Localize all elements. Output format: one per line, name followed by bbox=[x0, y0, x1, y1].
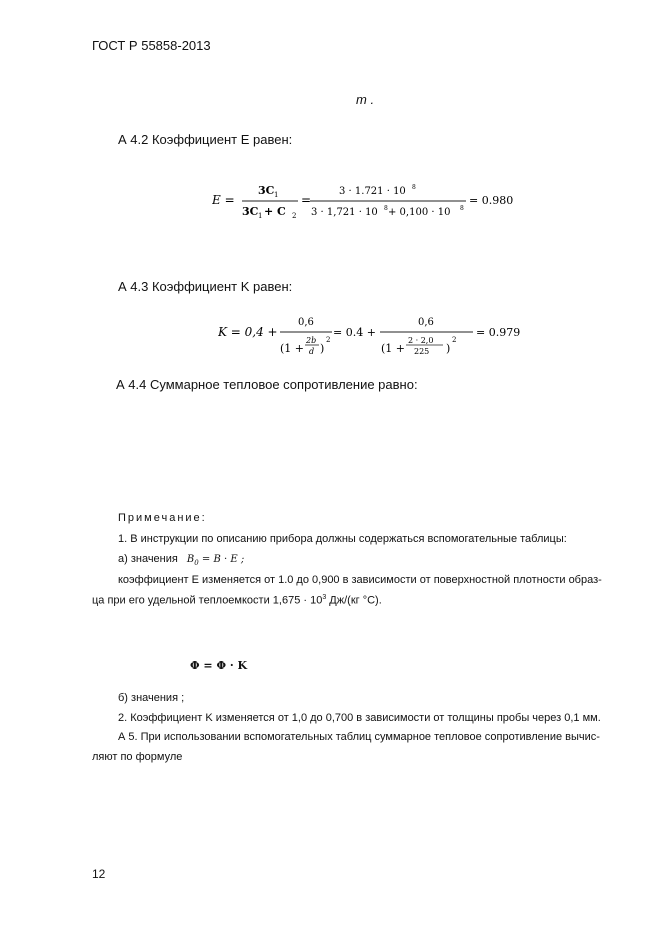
section-a43-heading: А 4.3 Коэффициент K равен: bbox=[118, 279, 293, 294]
section-a44-heading: А 4.4 Суммарное тепловое сопротивление равно: bbox=[116, 377, 418, 392]
formula-k-frac-num: 2b bbox=[306, 336, 317, 345]
note-line-4-b: · 10 bbox=[303, 594, 323, 607]
note-line-7: А 5. При использовании вспомогательных таблиц суммарное тепловое сопротивление вычис- bbox=[118, 731, 600, 743]
b-subscript: 0 bbox=[194, 559, 199, 567]
note-line-4-c: Дж/(кг °С). bbox=[326, 594, 382, 607]
formula-e-num2: 3 · 1.721 · 10 bbox=[339, 186, 406, 197]
section-a42-heading: А 4.2 Коэффициент E равен: bbox=[118, 132, 293, 147]
formula-k-frac2-den: 225 bbox=[414, 347, 430, 356]
formula-k bbox=[218, 312, 538, 362]
formula-e-eq: = bbox=[301, 193, 312, 207]
note-line-6: 2. Коэффициент K изменяется от 1,0 до 0,700 в зависимости от толщины пробы через 0,1 мм. bbox=[118, 712, 601, 724]
formula-e-den1b-sub: 2 bbox=[292, 212, 297, 220]
formula-k-frac-den: d bbox=[309, 347, 315, 356]
formula-e-den2: 3 · 1,721 · 10 bbox=[311, 207, 378, 218]
formula-k-den2a: (1 + bbox=[381, 342, 406, 355]
formula-e-lhs: E = bbox=[212, 193, 235, 207]
formula-k-eq2: = 0.4 + bbox=[333, 326, 376, 339]
formula-e-result: = 0.980 bbox=[469, 194, 514, 207]
formula-e-den1b: + C bbox=[264, 205, 286, 218]
unit-line: m . bbox=[356, 92, 375, 107]
b-symbol: B bbox=[186, 554, 195, 565]
formula-k-frac2-num: 2 · 2,0 bbox=[408, 336, 434, 345]
note-line-8: ляют по формуле bbox=[92, 751, 183, 763]
formula-k-lhs: K = 0,4 + bbox=[218, 325, 278, 339]
formula-e bbox=[212, 180, 532, 220]
formula-k-den1a: (1 + bbox=[280, 342, 305, 355]
note-line-3: коэффициент E изменяется от 1.0 до 0,900 в зависимости от поверхностной плотности образ- bbox=[118, 574, 602, 586]
formula-e-num2-exp: 8 bbox=[412, 184, 416, 191]
formula-k-den1b: ) bbox=[320, 342, 325, 355]
formula-e-den2-exp1: 8 bbox=[384, 205, 388, 212]
formula-e-sub1: 1 bbox=[274, 191, 279, 199]
formula-e-den1: 3C bbox=[242, 205, 259, 218]
formula-e-den1-sub: 1 bbox=[258, 212, 263, 220]
formula-e-num1: 3C bbox=[258, 184, 275, 197]
document-code-header: ГОСТ Р 55858-2013 bbox=[92, 38, 211, 53]
formula-k-num2: 0,6 bbox=[418, 317, 434, 328]
note-line-5: б) значения ; bbox=[118, 692, 185, 704]
formula-e-den2b: + 0,100 · 10 bbox=[388, 207, 451, 218]
note-line-1: 1. В инструкции по описанию прибора должны содержаться вспомогательные таблицы: bbox=[118, 533, 567, 545]
note-title: Примечание: bbox=[118, 512, 207, 524]
note-line-2 bbox=[118, 553, 244, 567]
formula-k-result: = 0.979 bbox=[476, 326, 521, 339]
formula-k-sq2: 2 bbox=[452, 336, 457, 344]
formula-k-den2b: ) bbox=[446, 342, 451, 355]
phi-formula: Φ = Φ · K bbox=[190, 659, 248, 672]
note-line-4 bbox=[92, 594, 382, 607]
note-line-2-formula bbox=[187, 554, 244, 565]
note-line-4-a: ца при его удельной теплоемкости 1,675 bbox=[92, 594, 304, 607]
formula-k-num1: 0,6 bbox=[298, 317, 314, 328]
note-line-4-exp: 3 bbox=[322, 594, 327, 601]
formula-e-den2-exp2: 8 bbox=[460, 205, 464, 212]
formula-k-sq1: 2 bbox=[326, 336, 331, 344]
b-formula-rest: = B · E ; bbox=[198, 554, 245, 565]
note-line-2-text: а) значения bbox=[118, 553, 178, 565]
page-number: 12 bbox=[92, 867, 106, 881]
